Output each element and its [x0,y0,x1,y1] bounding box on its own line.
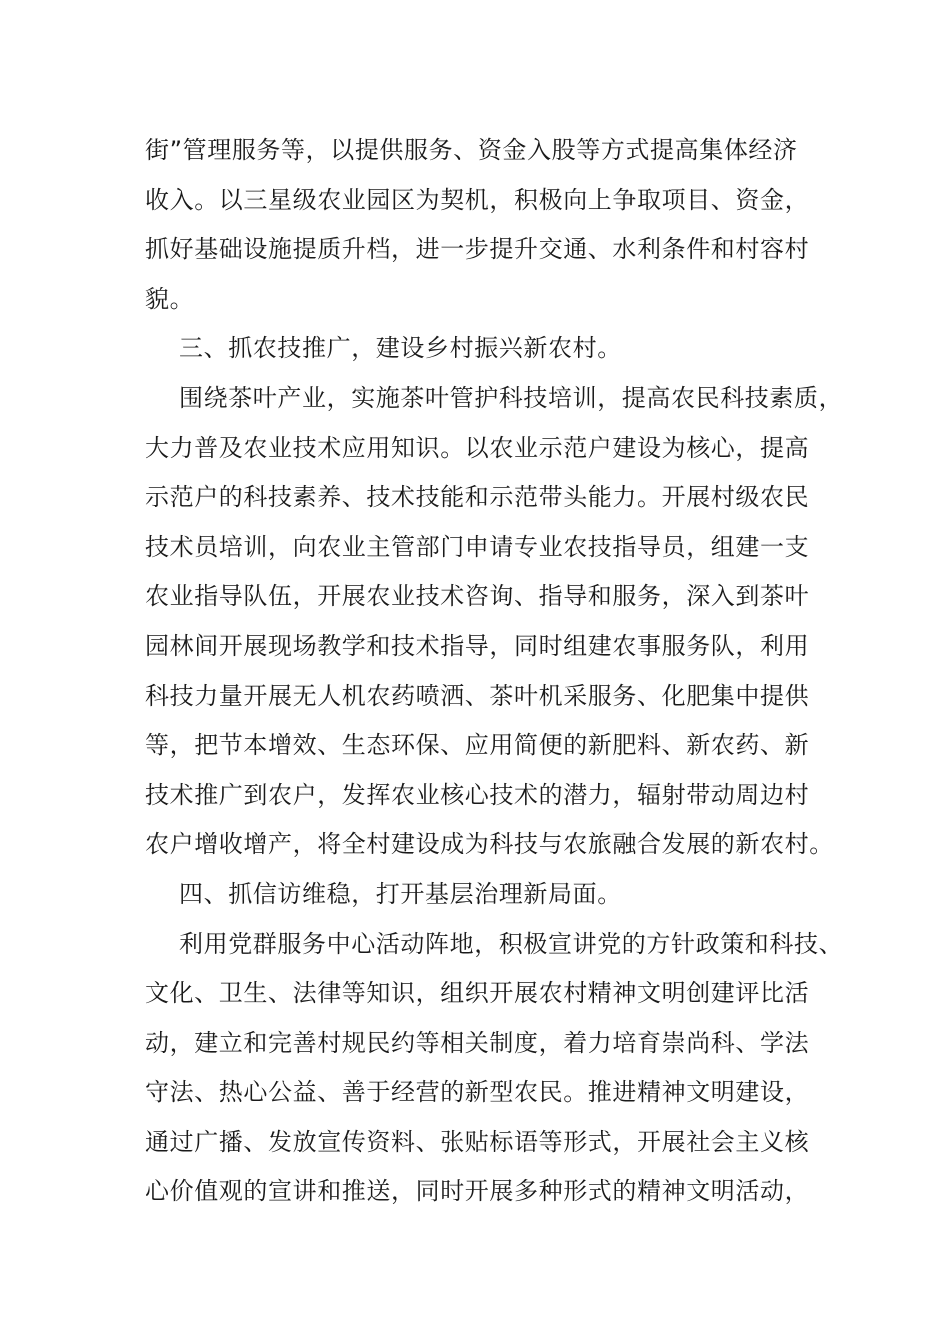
text-line: 技术推广到农户，发挥农业核心技术的潜力，辐射带动周边村 [145,780,810,809]
text-line: 园林间开展现场教学和技术指导，同时组建农事服务队，利用 [145,631,810,660]
text-line: 抓好基础设施提质升档，进一步提升交通、水利条件和村容村 [145,235,810,264]
text-line: 示范户的科技素养、技术技能和示范带头能力。开展村级农民 [145,483,810,512]
text-line: 文化、卫生、法律等知识，组织开展农村精神文明创建评比活 [145,979,810,1008]
document-body [145,126,844,1217]
text-line: 四、抓信访维稳，打开基层治理新局面。 [179,879,622,908]
text-line: 守法、热心公益、善于经营的新型农民。推进精神文明建设， [145,1078,810,1107]
text-line: 技术员培训，向农业主管部门申请专业农技指导员，组建一支 [145,532,810,561]
text-line: 三、抓农技推广，建设乡村振兴新农村。 [179,334,622,363]
text-line: 农业指导队伍，开展农业技术咨询、指导和服务，深入到茶叶 [145,582,810,611]
text-line: 等，把节本增效、生态环保、应用简便的新肥料、新农药、新 [145,731,810,760]
text-line: 围绕茶叶产业，实施茶叶管护科技培训，提高农民科技素质， [179,383,844,412]
text-line: 街”管理服务等，以提供服务、资金入股等方式提高集体经济 [145,136,798,164]
text-line: 科技力量开展无人机农药喷洒、茶叶机采服务、化肥集中提供 [145,681,810,710]
text-line: 农户增收增产，将全村建设成为科技与农旅融合发展的新农村。 [145,830,834,859]
text-line: 大力普及农业技术应用知识。以农业示范户建设为核心，提高 [145,433,810,462]
text-line: 心价值观的宣讲和推送，同时开展多种形式的精神文明活动， [145,1177,810,1206]
text-line: 貌。 [145,284,195,313]
text-line: 动，建立和完善村规民约等相关制度，着力培育崇尚科、学法 [145,1028,810,1057]
text-line: 收入。以三星级农业园区为契机，积极向上争取项目、资金， [145,185,810,214]
text-line: 利用党群服务中心活动阵地，积极宣讲党的方针政策和科技、 [179,929,844,958]
text-line: 通过广播、发放宣传资料、张贴标语等形式，开展社会主义核 [145,1127,810,1156]
